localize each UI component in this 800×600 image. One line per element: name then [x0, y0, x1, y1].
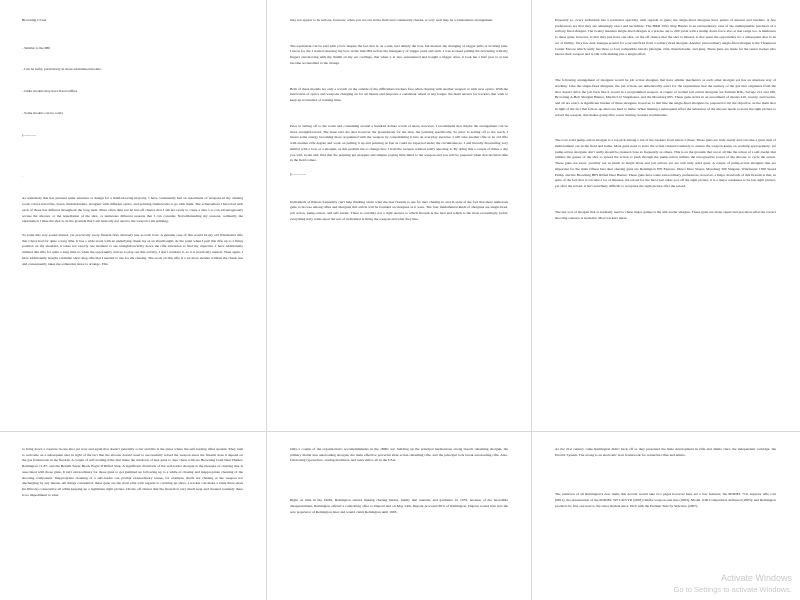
- body-paragraph: The last sort of shotgun that is normally used to chase major games is the self-loader shotgun. These guns are about speed and precision what the correct shooting cadence is included. Most trackers mean: [555, 209, 776, 220]
- body-paragraph: As the 21st century came Remington didn't back off as they presented the male development in rifle and ammo since the independent cartridge, the EtronX System. The strong is an electronic start framework for centerfire rifles and ammo.: [555, 447, 776, 457]
- note-bullet-1: - Similar to the 686: [22, 45, 50, 50]
- notes-dot-line: .: [22, 174, 23, 179]
- notes-list: [22, 18, 243, 117]
- body-paragraph: Right on time in the 1900s, Remington started making chasing blades, family unit utensils, and garments. In 1933, because of the incredible disappointment, Remington offered a controlling offer to Dupont and on May 24th, Dupont procured 60% of Remington. Dupont would turn into the sole proprietor of Remington later and would claim Remington until 1993.: [290, 498, 508, 514]
- body-paragraph: may not appear to be serious, however, when you are out in the field and consistently checks, is very well may be a tremendous arrangement.: [290, 18, 494, 22]
- page-dash-line: (|------------: [290, 172, 307, 177]
- note-bullet-4: - Some models can be costly: [22, 110, 64, 115]
- body-paragraph: Only a couple of the organization's accomplishments in the 1800s are: building up the principal harmonious strong breech rehashing shotgun, the primary mallet less autoloading shotgun, the main effective powerful slide action rehashing rifle, and the principal lock break autoloading rifle. Also, fabricating typewriters, sewing machines, and sales enlist, all in the USA.: [290, 447, 508, 463]
- document-page-2: [268, 0, 530, 430]
- body-paragraph: Individuals of Illinois frequently can't help thinking about what the best firearm to use for deer chasing is, and in spite of the fact that there numerous guns to browse among rifles and shotguns this article will be founded on shotguns as it were. The four fundamental kinds of shotguns are single-fired, jolt action, pump-action, and self-loader. There is certainly not a right answer to which firearm is the best and which is the most exceedingly awful; everything truly relies upon the sort of individual is firing the weapon and what they like.: [290, 199, 508, 221]
- body-paragraph: Both of these models are only a scratch on the outside of the difficulties trackers face when chasing with another weapon or with new optics. With the innovation of optics and weapons changing an for all intents and purposes a consistent wheel at any longer, the main answer for trackers that wish to keep up is bunches of training time.: [290, 86, 508, 103]
- body-paragraph: The equivalent can be said with a bow despite the fact that is, as a rule, isn't simply the bow, but instead, the changing of trigger pulls or locating pins. I know for me I started shooting my bow in the mid-'80s before the insurgency of trigger pulls and such. I was accused pulling the bowstring with my fingers and moving with my thumb on my ear cartilage, that when I, at last, surrendered and bought a trigger draw, it took me a half year to at last become accustomed to the change.: [290, 43, 508, 65]
- body-paragraph: As somebody that has pursued same structure or design for a mind-blowing majority, I have consistently had an assortment of weapons in my chasing room. I have had rifles, bores, muzzleloaders, shotguns with different optics, and pointing frameworks to go with them. The achievement I have had with each of those has differed throughout the long term. More often than not an inn-off chance that I am not ready to cause a shot I to can advantageously accuse the shooter, or the repudiation of the shot, or numerous different reasons that I can consider. Notwithstanding my reasons, ordinarily the explanation I miss the shot is on the grounds that I am basically not used to the weapon I am utilizing.: [22, 196, 243, 224]
- body-paragraph: The over solid pump-action shotgun is a top pick among a ton of the trackers from where I chase. These guns are truly sturdy and can take a great deal of maltreatment out in the field and home. Most guns need to have the action cleaned routinely to ensure the weapon keeps on working appropriately, yet pump-action shotguns don't really should be cleaned close as frequently as others. This is on the grounds that not at all like the action of a self-loader that utilizes the gasses of the shot to spread the action to push through the pump-action utilizes the retrogressive power of the shooter to cycle the action. These guns are exact, possibly not as much as single shots and jolt actions yet are still truly solid guns. A couple of pump-action shotguns that are important for the main fifteen best deer chasing guns are Remington 870 Express, Ithaca Deer Slayer, Mossberg 500 Slugster, Winchester 1300 Speed Pump, and the Browning BPS Rifled Deer Hunter. These guns have some extraordinary preferences, however, a major drawback of this firearm is that, in spite of the fact that it can take a lot of misuses, the reload for the most part takes you off the sight picture, it is a major weakness to be lost sight picture, yet after the reload, it isn't extremely difficult to recapture the sight picture after the reload.: [555, 138, 776, 189]
- document-page-4: [0, 433, 265, 600]
- column-divider-2: [531, 0, 532, 600]
- notes-heading: Browning CCnet: [22, 18, 47, 22]
- body-paragraph: The following arrangement of shotguns would be jolt action shotguns that have similar mechanics as each other shotgun yet has an alternate way of stacking. Like the single-fired shotguns, the jolt actions are unbelievably exact for the explanation that the entirety of the gas that originates from the shot doesn't drive the jolt back like it would in a programmed weapon. A couple of normal jolt-action shotguns are Tarhunt R3G, Savage 212 and 220, Browning A-Bolt Shotgun Hunter, Marlin 512 Slugmaster, and the Mossberg 695. These guns arrive in an assortment of checks 410, twenty, and twelve, and all are exact. A significant burden of these shotguns, however, is that like the single-fired shotguns be prepared to hit the objective on the main shot in light of the fact that follow-up shots are hard to make. When making a subsequent effort the substance of the shooter needs to leave the sight picture to reload the weapon, this makes going after a new turning creature troublesome.: [555, 78, 776, 117]
- body-paragraph: Presently so, every individual has a particular specialty with regards to guns; the single-fired shotguns have points of interest and burdens. A few preferences are that they are amazingly exact and incredible. The H&R Ultra Slug Hunter is an extraordinary case of the unimaginable precision of a solitary fired shotgun. The twenty measure single-fired shotgun is a precise out to 200 yards with a thump down force also at that range too. A hindrance to these guns, however, is that they just have one shot, on the off chance that the shot is missed, at that point the opportunity for a subsequent shot is an act of futility. Very few deer lounges around for a second fired from a solitary fired shotgun. Another extraordinary single-fired shotgun is the Thompson Center Encore which really has three or four compatible barrels (shotgun, rifle, muzzleloader, and gun). These guns are made for the surest tracker who knows their weapon and is OK with making just a single effort.: [555, 18, 776, 57]
- notes-dash-line: )-----------: [22, 132, 37, 137]
- document-page-1: [0, 0, 265, 430]
- document-page-5: [268, 433, 530, 600]
- column-divider-1: [266, 0, 267, 600]
- document-page-3: [533, 0, 798, 430]
- document-page-6: [533, 433, 798, 600]
- note-bullet-2: - Can be hefty, particularly in more established models.: [22, 67, 102, 72]
- body-paragraph: The rundown of all Remington's new items this decade would take two pages however here are a few features; the MODEL 710, superior rifle cost (0811), the presentation of the MODEL 597 LR/VTR (2003) rimfire weapon safe line (2003), Model 1100 Competition delivered (2005), and Remington products its first one next to the other models since 1910 with the Premier Side by Side line (2007).: [555, 492, 776, 508]
- note-bullet-3: - Older models may have fixed stiffies: [22, 89, 78, 94]
- row-divider: [0, 431, 800, 432]
- body-paragraph: Prior to setting off to the roads and consuming around a hundred dollars worth of shots, however, I recommend that maybe the arrangement can be more straightforward. The issue isn't the shot however the groundwork for the shot, the pointing specifically. So prior to setting off to the reach, I invest some energy becoming more acquainted with the weapon by consolidating it into an everyday exercise. I will take another rifle or an old rifle with another rifle degree and work on pulling it up and pointing as fast as could be expected under the circumstances. I add literally discernling very similar with a bow or a shotgun, as this permits me to change how I hold the weapon without really shooting it. By doing this a couple of times a day you will, in the end, find that the pointing get snappier and simpler paying little mind to the weapon and you will be prepared when that decision time in the field comes.: [290, 123, 508, 163]
- body-paragraph: To some this way sound absurd, yet practically every firearm fires diversely just as each bore. A genuine case of this would be my old Winchester rifle that I have had for quite a long time. It has a wide stock with an underlying cheek lay as an afterthought. At the point when I pull this rifle up to a firing position on my shoulder, it takes not exactly one moment to see straightforwardly down the rifle extension to find my objective. I have additionally utilized this rifle for quite a long time so when the opportunity arrives to play out this activity, I don't consider it, as it is practically natural. Then again, I have additionally bought a Kimber short mag rifle that I needed to use for elk chasing. The stock on this rifle is a lot more slender without the cheek rest and consequently takes me somewhat more to arrange. This: [22, 233, 243, 266]
- watermark-line-2: Go to Settings to activate Windows.: [673, 584, 792, 594]
- body-paragraph: to bring down a creature in one shot yet now and again that doesn't generally occur and this is the place where the self-loading rifles sparkle. They rush to welcome on a subsequent shot in light of the fact that the shooter doesn't need to successfully reload the weapon since the firearm does it depend on the gas framework in the firearm. A couple of self-loading rifles that make the rundown of best guns to deer chase with are Browning Gold Deer Hunter, Remington 11-87, and the Benelli Super Black Eagle II Rifled Slug. A significant drawback of the self-loader shotgun is the measure of clearing that is associated with those guns. It isn't extraordinary for those guns to get gummed up following up to a while of chasing and inappropriate cleaning of the shooting component. Inappropriate cleaning of a self-loader can prompt extraordinary issues, for example, shells not chasing or the weapon not discharging by any means. All things considered, these guns are the most elite with regards to catching up shots, a tracker can make a brisk three shots (in Illinois) consecutive all while keeping up a legitimate sight picture. On the off chance that the firearm is very much kept and cleaned routinely there is no impediment to what: [22, 447, 243, 497]
- watermark-line-1: Activate Windows: [720, 573, 792, 584]
